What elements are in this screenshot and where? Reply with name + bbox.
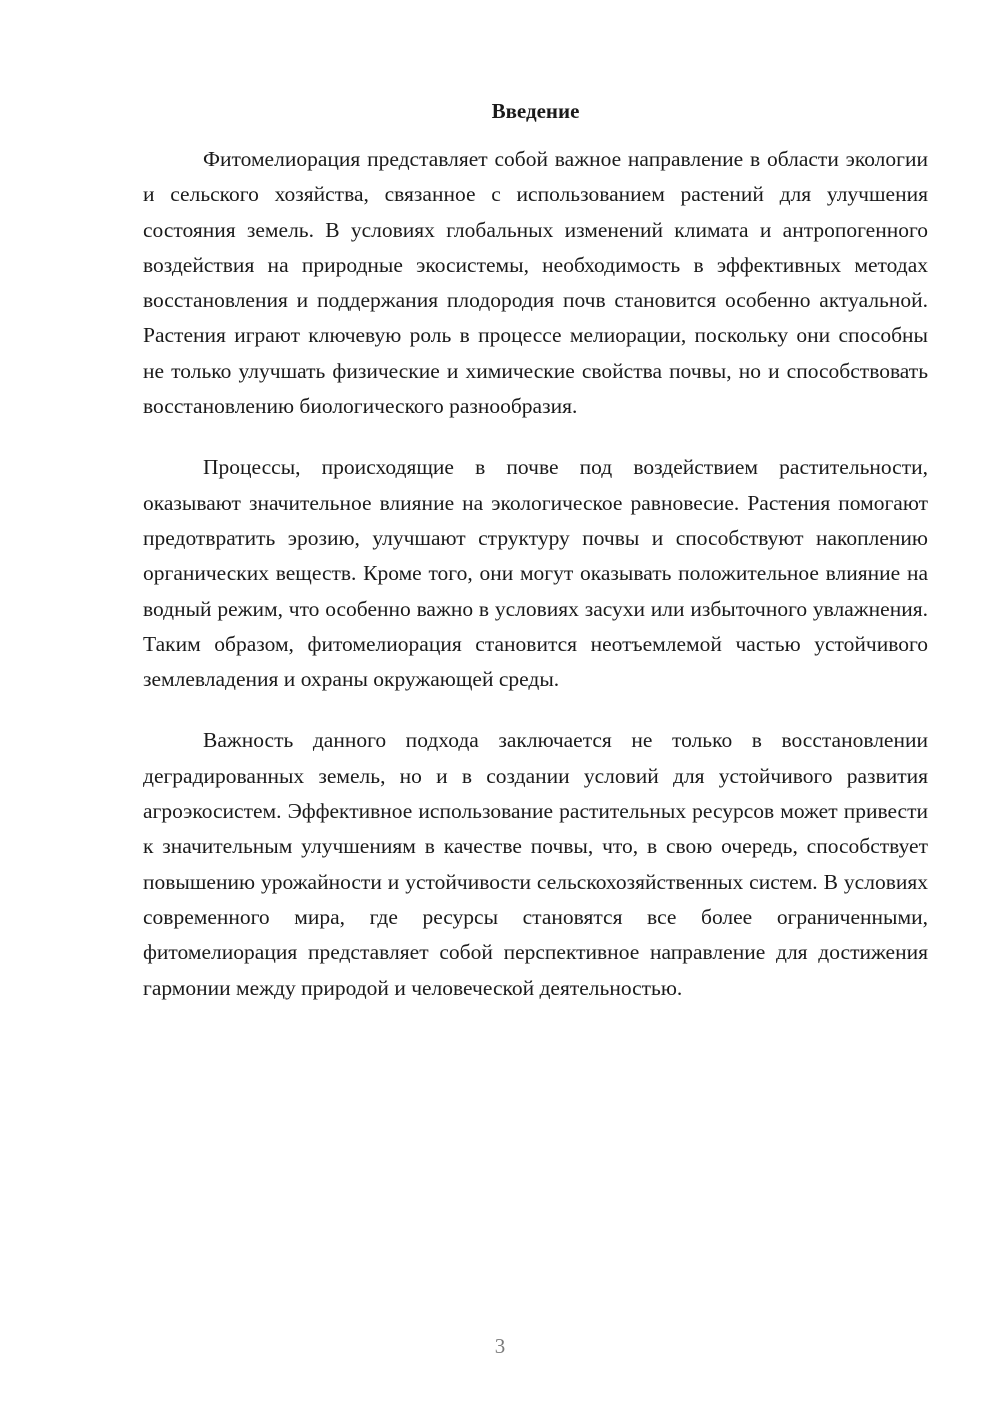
paragraph-1: Фитомелиорация представляет собой важное направление в области экологии и сельского хозяйства, связанное с использованием растений для улучшения состояния земель. В условиях глобальных изменений климата и антропогенного воздействия на природные экосистемы, необходимость в эффективных методах восстановления и поддержания плодородия почв становится особенно актуальной. Растения играют ключевую роль в процессе мелиорации, поскольку они способны не только улучшать физические и химические свойства почвы, но и способствовать восстановлению биологического разнообразия. <box>143 147 928 419</box>
paragraph-3: Важность данного подхода заключается не только в восстановлении деградированных земель, но и в создании условий для устойчивого развития агроэкосистем. Эффективное использование растительных ресурсов может привести к значительным улучшениям в качестве почвы, что, в свою очередь, способствует повышению урожайности и устойчивости сельскохозяйственных систем. В условиях современного мира, где ресурсы становятся все более ограниченными, фитомелиорация представляет собой перспективное направление для достижения гармонии между природой и человеческой деятельностью. <box>143 728 928 1000</box>
body-text <box>143 142 928 1032</box>
section-heading: Введение <box>491 99 580 123</box>
paragraph-2: Процессы, происходящие в почве под воздействием растительности, оказывают значительное влияние на экологическое равновесие. Растения помогают предотвратить эрозию, улучшают структуру почвы и способствуют накоплению органических веществ. Кроме того, они могут оказывать положительное влияние на водный режим, что особенно важно в условиях засухи или избыточного увлажнения. Таким образом, фитомелиорация становится неотъемлемой частью устойчивого землевладения и охраны окружающей среды. <box>143 455 928 692</box>
page-number: 3 <box>494 1334 506 1358</box>
